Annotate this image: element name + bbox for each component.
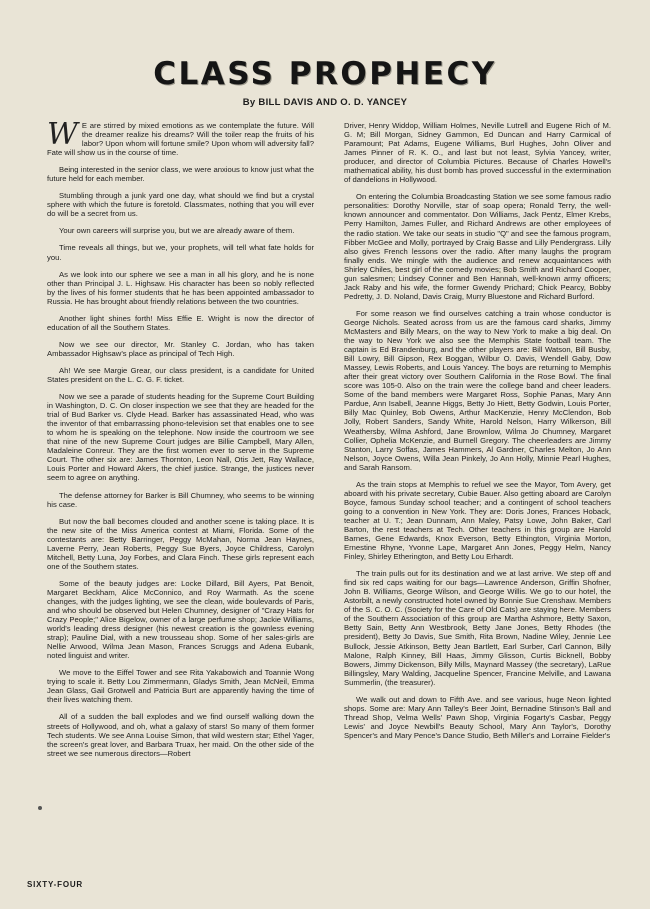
paragraph: Now we see a parade of students heading for the Supreme Court Building in Washington, D. C. On closer inspection we see that they are headed for the trial of Bud Barker vs. Clyde Head. Barker has assassinated Head, who was the inventor of that embarrassing phono-television set that enables one to see to whom he is speaking on the telephone. Now inside the courtroom we see that nine of the new Supreme Court judges are Billie Campbell, Mary Allen, Madaleine Conreur. They are the first women ever to serve in the Supreme Court. The other six are: James Thornton, Leon Nall, Otis Jett, Ray Wallace, Louis Porter and Howard Akers, the chief justice. Strange, the justices never seem to agree on anything. [47, 392, 314, 483]
paragraph: As the train stops at Memphis to refuel we see the Mayor, Tom Avery, get aboard with his private secretary, Cubie Bauer. Also getting aboard are Carolyn Boyce, famous Sunday school teacher; and a contingent of school teachers going to a convention in New York. They are: Doris Jones, Frances Hoback, teacher at U. T.; Jean Dunnam, Ann Maley, Patsy Lowe, John Baker, Carl Barton, the rest teachers at Tech. Other teachers in this group are Harold Barnes, Gene Edwards, Knox Everson, Betty Ethington, Virginia Morton, Ernestine Rhyne, Yvonne Lape, Margaret Ann Jones, Peggy Helm, Nancy Finley, Shirley Etherington, and Betty Lou Erhardt. [344, 479, 612, 562]
paragraph: All of a sudden the ball explodes and we find ourself walking down the streets of Hollywood, and oh, what a galaxy of stars! So many of them former Tech students. We see Anna Louise Simon, that wild western star; Ethel Yager, the screen's great lover, and Barbara Truax, her maid. On the other side of the street we see numerous directors—Robert [47, 712, 314, 758]
paragraph: But now the ball becomes clouded and another scene is taking place. It is the new site of the Miss America contest at Miami, Florida. Some of the contestants are: Betty Barringer, Peggy McMahan, Norma Jean Haynes, Laverne Perry, Jean Roberts, Peggy Sue Byers, Joyce Childress, Carolyn Mitchell, Betty Luna, Joy Forbes, and Clara Finch. These girls represent each one of the Southern states. [47, 516, 314, 571]
paragraph: The train pulls out for its destination and we at last arrive. We step off and find six red caps waiting for our bags—Lawrence Anderson, Griffin Shofner, John B. Williams, George Wilson, and George Willis. We go to our hotel, the Astorbilt, a newly constructed hotel owned by Bonnie Sue Crenshaw. Members of the S. C. O. C. (Society for the Care of Old Cats) are staying here. Members of the Southern Association of this group are Martha Ashmore, Betty Saxon, Betty Sain, Betty Ann Westbrook, Betty Jane Jones, Betty Rhodes (the president), Betty Jo Davis, Sue Smith, Rita Brown, Nadine Wiley, Jennie Lee Bullock, Jessie Atkinson, Betty Jean Bartlett, Earl Surber, Carl Cannon, Billy Malone, Ralph Kinney, Bill Haas, Jimmy Glisson, Curtis Bicknell, Bobby Bowers, Jimmy Dickenson, Billy Mills, Maynard Massey (the secretary), LaRue Billingsley, Mary Walding, Jacqueline Spencer, Francine Melville, and Lawana Summerlin, (the treasurer). [344, 569, 611, 687]
byline: By BILL DAVIS AND O. D. YANCEY [242, 97, 408, 108]
page-number: SIXTY-FOUR [27, 880, 84, 889]
paragraph: Stumbling through a junk yard one day, what should we find but a crystal sphere with which the future is foretold. Classmates, nothing that you will ever do will be a secret from us. [47, 191, 314, 219]
paragraph: Some of the beauty judges are: Locke Dillard, Bill Ayers, Pat Benoit, Margaret Beckham, Alice McConnico, and Roy Warmath. As the scene changes, with the judges lighting, we see the clean, wide boulevards of Paris, and who should be observed but Helen Chumney, designer of "Crazy Hats for Crazy People;" Alice Bigelow, owner of a large perfume shop; Jackie Williams, world's leading dress designer (his newest creation is the gownless evening strap); Pauline Dial, with a new trousseau shop. Some of her sales-girls are Nellie Arwood, Wilma Jean Mason, Frances Scruggs and Adena Eubank, noted linguist and writer. [47, 578, 314, 661]
paragraph: Another light shines forth! Miss Effie E. Wright is now the director of education of all the Southern States. [47, 313, 314, 332]
paragraph: We walk out and down to Fifth Ave. and see various, huge Neon lighted shops. Some are: Mary Ann Talley's Beer Joint, Bernadine Stinson's Ball and Thread Shop, Velma Wells' Pawn Shop, Virginia Fogarty's Casbar, Peggy Lewis' and Joyce Newbill's Beauty School, Mary Ann Taylor's, Dorothy Spencer's and Mary Pence's Dance Studio, Beth Miller's and Lorraine Fielder's [344, 694, 611, 740]
paragraph [47, 117, 314, 158]
paragraph: Driver, Henry Widdop, William Holmes, Neville Lutrell and Eugene Rich of M. G. M; Bill Morgan, Sidney Gammon, Ed Duncan and Harry Carmical of Paramount; Pat Adams, Eugene Williams, Burl Hughes, John Oliver and James Pinner of R. K. O., and last but not least, Sylvia Yancey, writer, producer, and director of Columbia Pictures. Because of Charles Howell's mathematical ability, his dust bomb has proved successful in the extermination of dandelions in Hollywood. [344, 121, 611, 185]
page-title: CLASS PROPHECY [153, 56, 497, 92]
drop-cap: W [47, 117, 78, 152]
paragraph: Ah! We see Margie Grear, our class president, is a candidate for United States president on the L. C. G. F. ticket. [47, 365, 314, 384]
paragraph-text: E are stirred by mixed emotions as we contemplate the future. Will the dreamer realize his dreams? Will the toiler reap the fruits of his labor? Upon whom will fortune smile? Upon whom will adversity fall? Fate will show us in the course of time. [47, 121, 314, 158]
paragraph: We move to the Eiffel Tower and see Rita Yakabowich and Toannie Wong trying to scale it. Betty Lou Zimmermann, Gladys Smith, Jean McNeil, Emma Jean Glass, Gail Grotwell and Patricia Burt are apparently having the time of their lives watching them. [47, 668, 314, 705]
left-column [47, 117, 314, 766]
right-column [344, 121, 611, 748]
bullet-dot [38, 806, 42, 810]
paragraph: On entering the Columbia Broadcasting Station we see some famous radio personalities: Dorothy Norville, star of soap opera; Ronald Terry, the well-known announcer and commentator. Don Williams, Jack Pentz, Elmer Krebs, Perry Hamilton, James Fuller, and Richard Andrews are other employees of the radio station. We take our seats in studio "Q" and see the famous program, Fibber McGee and Molly, portrayed by Craig Basse and Lilly Pendergrass. Lilly also gives French lessons over the radio. After many laughs the program finally ends. We mingle with the audience and renew acquaintances with Shirley Chiles, best girl of the comedy movies; Bob Smith and Richard Cooper, gun salesmen; Lindsey Conner and Ben Hannah, well-known army officers; Jack Raby and his wife, the former Gwendy Prichard; Chick Pearcy, Bobby Pedretty, J. D. Noland, Davis Craig, Murry Bluestone and Richard Burford. [344, 192, 611, 301]
paragraph: Now we see our director, Mr. Stanley C. Jordan, who has taken Ambassador Highsaw's place as principal of Tech High. [47, 339, 314, 358]
paragraph: Your own careers will surprise you, but we are already aware of them. [59, 226, 295, 236]
paragraph: Being interested in the senior class, we were anxious to know just what the future held for each member. [47, 165, 314, 184]
paragraph: The defense attorney for Barker is Bill Chumney, who seems to be winning his case. [47, 490, 314, 509]
paragraph: For some reason we find ourselves catching a train whose conductor is George Nichols. Seated across from us are the famous card sharks, Jimmy McMasters and Billy Mears, on the way to New York to make a big deal. On the way to New York we also see the Memphis State football team. The captain is Ed Brandenburg, and the other players are: Bill Watson, Bill Busby, Bill Lowry, Bill Gipson, Rex Boggan, Wilbur O. Davis, Wendell Gaby, Dow Massey, Lewis Roberts, and Louis Yancey. The boys are returning to Memphis after their great victory over Southern California in the Rose Bowl. The final score was 105-0. Also on the train were the college band and cheer leaders. Some of the band members were Margaret Ross, Sophie Panas, Mary Ann Pardue, Ann Isabell, Jeanne Higgs, Betty Jo Hiett, Betty Godwin, Louis Porter, Billy Mac Quinley, Bob Owens, Arthur MacKenzie, Henry McClendon, Bob Jolly, Robert Sanders, Sandy White, Harold Nelson, Harry Wilkerson, Bill Weathersby, Wilma Ashford, Jane Brownlow, Wilma Jo Chumney, Margaret Collier, Ophelia McKenzie, and Burnell Gregory. The cheerleaders are Jimmy Stanton, Larry Soffas, James Hammers, Al Gardner, Charles Melton, Jo Ann Nelson, Joyce Owens, Willa Jean Pinkely, Jo Ann Holly, Minnie Pearl Hughes, and Sarah Ransom. [344, 308, 611, 472]
paragraph: Time reveals all things, but we, your prophets, will tell what fate holds for you. [47, 243, 314, 262]
paragraph: As we look into our sphere we see a man in all his glory, and he is none other than Principal J. L. Highsaw. His character has been so nobly reflected by the lives of his former students that he has been appointed ambassador to Russia. He has brought about friendly relations between the two countries. [47, 269, 314, 306]
